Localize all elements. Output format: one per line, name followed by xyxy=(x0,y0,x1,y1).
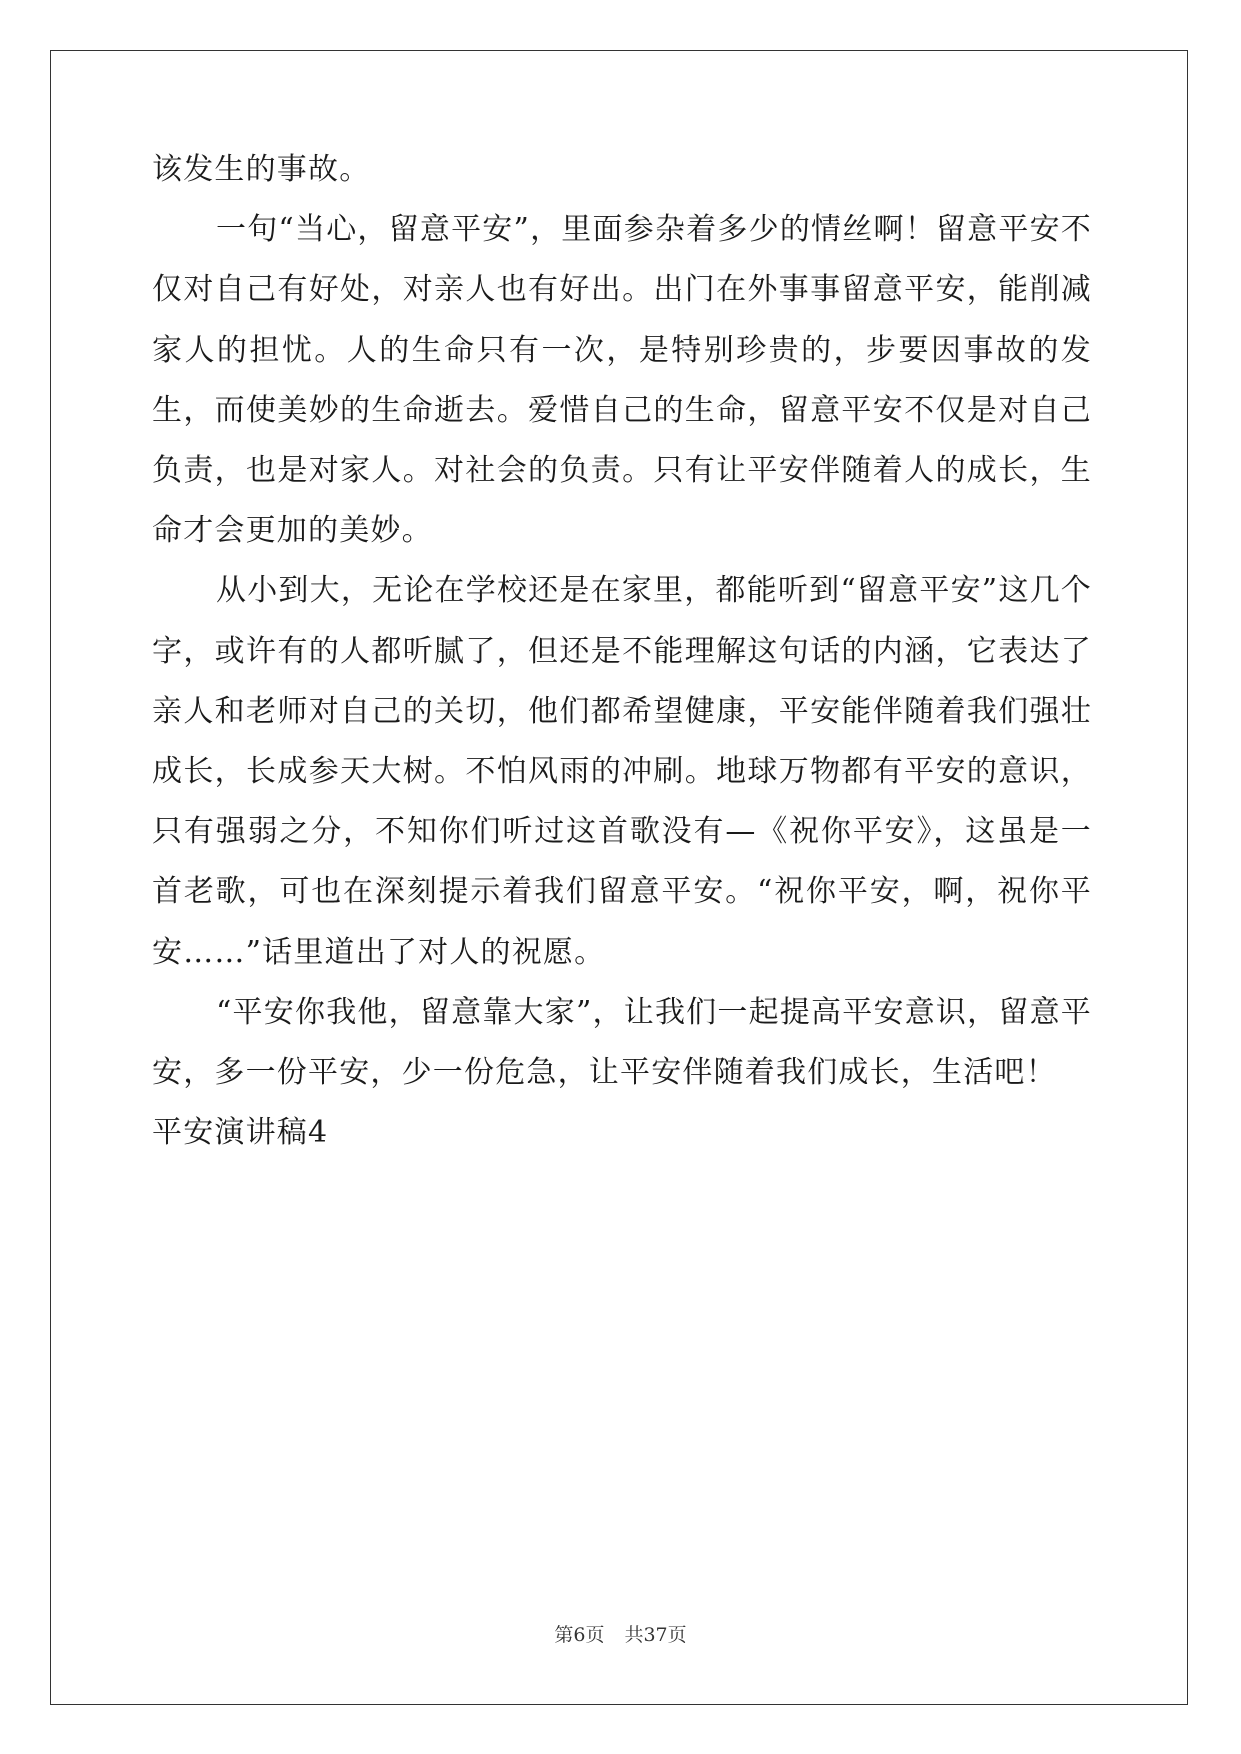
document-body xyxy=(152,140,1092,1163)
page-footer xyxy=(0,1620,1241,1647)
page-total: 共37页 xyxy=(624,1624,687,1646)
paragraph-3: 从小到大，无论在学校还是在家里，都能听到“留意平安”这几个字，或许有的人都听腻了，但还是不能理解这句话的内涵，它表达了亲人和老师对自己的关切，他们都希望健康，平安能伴随着我们强壮成长，长成参天大树。不怕风雨的冲刷。地球万物都有平安的意识，只有强弱之分，不知你们听过这首歌没有—《祝你平安》，这虽是一首老歌，可也在深刻提示着我们留意平安。“祝你平安，啊，祝你平安……”话里道出了对人的祝愿。 xyxy=(152,573,1092,970)
page-number: 第6页 xyxy=(554,1624,605,1646)
section-heading: 平安演讲稿4 xyxy=(152,1115,329,1151)
paragraph-2: 一句“当心，留意平安”，里面参杂着多少的情丝啊！留意平安不仅对自己有好处，对亲人也有好出。出门在外事事留意平安，能削减家人的担忧。人的生命只有一次，是特别珍贵的，步要因事故的发生，而使美妙的生命逝去。爱惜自己的生命，留意平安不仅是对自己负责，也是对家人。对社会的负责。只有让平安伴随着人的成长，生命才会更加的美妙。 xyxy=(152,212,1092,549)
paragraph-4: “平安你我他，留意靠大家”，让我们一起提高平安意识，留意平安，多一份平安，少一份危急，让平安伴随着我们成长，生活吧！ xyxy=(152,994,1092,1091)
paragraph-1: 该发生的事故。 xyxy=(152,152,371,187)
